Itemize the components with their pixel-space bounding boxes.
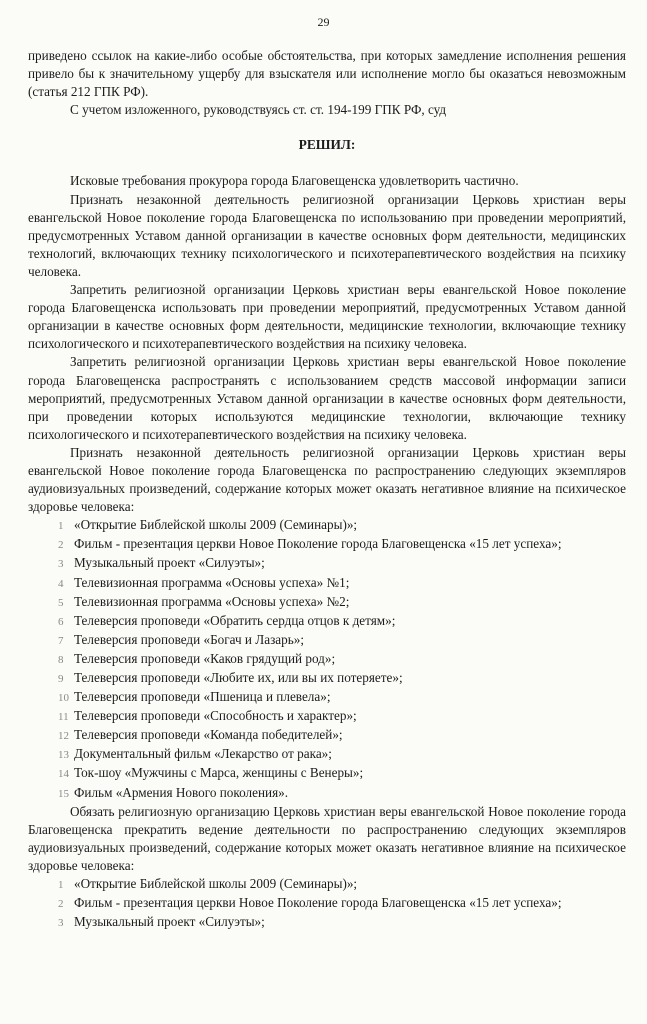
list-item: 3 Музыкальный проект «Силуэты»; — [58, 555, 265, 571]
list-item: 10 Телеверсия проповеди «Пшеница и плевела»; — [58, 689, 331, 705]
intro-paragraph-2: С учетом изложенного, руководствуясь ст. ст. 194-199 ГПК РФ, суд — [70, 102, 447, 118]
list-item: 9 Телеверсия проповеди «Любите их, или вы их потеряете»; — [58, 670, 403, 685]
list-item: 15 Фильм «Армения Нового поколения». — [58, 784, 289, 800]
paragraph-4: Запретить религиозной организации Церковь христиан веры евангельской Новое поколение города Благовещенска распространять с использованием средств массовой информации записи мероприятий, предусмотренных Уставом данной организации в качестве основных форм деятельности, при проведении которых используются медицинские технологии, включающие технику психологического и психотерапевтического воздействия на психику человека. — [28, 354, 626, 442]
list-item: 6 Телеверсия проповеди «Обратить сердца отцов к детям»; — [58, 612, 396, 628]
list-item: 7 Телеверсия проповеди «Богач и Лазарь»; — [58, 631, 305, 647]
list-item: 2 Фильм - презентация церкви Новое Поколение города Благовещенска «15 лет успеха»; — [58, 536, 562, 552]
paragraph-5: Признать незаконной деятельность религиозной организации Церковь христиан веры евангельской Новое поколение города Благовещенска по распространению следующих экземпляров аудиовизуальных произведений, содержание которых может оказать негативное влияние на психическое здоровье человека: — [28, 444, 626, 515]
list-item: 12 Телеверсия проповеди «Команда победителей»; — [58, 727, 343, 743]
list-item: 4 Телевизионная программа «Основы успеха» №1; — [58, 574, 350, 590]
paragraph-1: Исковые требования прокурора города Благовещенска удовлетворить частично. — [70, 173, 519, 189]
paragraph-2: Признать незаконной деятельность религиозной организации Церковь христиан веры евангельской Новое поколение города Благовещенска по использованию при проведении мероприятий, предусмотренных Уставом данной организации в качестве основных форм деятельности, медицинских технологий, включающих технику психологического и психотерапевтического воздействия на психику человека. — [28, 191, 626, 279]
list-item: 13 Документальный фильм «Лекарство от рака»; — [58, 746, 332, 762]
list-item: 1 «Открытие Библейской школы 2009 (Семинары)»; — [58, 876, 358, 892]
list-item: 1 «Открытие Библейской школы 2009 (Семинары)»; — [58, 517, 358, 533]
list-item: 11 Телеверсия проповеди «Способность и характер»; — [58, 708, 357, 724]
works-list-1 — [28, 516, 626, 802]
list-item: 2 Фильм - презентация церкви Новое Поколение города Благовещенска «15 лет успеха»; — [58, 895, 562, 911]
decision-heading: РЕШИЛ: — [298, 137, 356, 153]
works-list-2 — [28, 875, 626, 932]
list-item: 8 Телеверсия проповеди «Каков грядущий род»; — [58, 650, 336, 666]
paragraph-3: Запретить религиозной организации Церковь христиан веры евангельской Новое поколение города Благовещенска использовать при проведении мероприятий, предусмотренных Уставом данной организации в качестве основных форм деятельности, медицинские технологии, включающие технику психологического и психотерапевтического воздействия на психику человека. — [28, 282, 626, 352]
intro-paragraph: приведено ссылок на какие-либо особые обстоятельства, при которых замедление исполнения решения привело бы к значительному ущербу для взыскателя или исполнение могло бы оказаться невозможным (статья 212 ГПК РФ). — [28, 48, 626, 100]
list-item: 14 Ток-шоу «Мужчины с Марса, женщины с Венеры»; — [58, 765, 364, 781]
list-item: 5 Телевизионная программа «Основы успеха» №2; — [58, 593, 350, 609]
list-item: 3 Музыкальный проект «Силуэты»; — [58, 914, 265, 930]
page-number: 29 — [317, 15, 330, 29]
document-body — [28, 47, 626, 932]
paragraph-final: Обязать религиозную организацию Церковь христиан веры евангельской Новое поколение города Благовещенска прекратить ведение деятельности по распространению следующих экземпляров аудиовизуальных произведений, содержание которых может оказать негативное влияние на психическое здоровье человека: — [28, 803, 626, 873]
